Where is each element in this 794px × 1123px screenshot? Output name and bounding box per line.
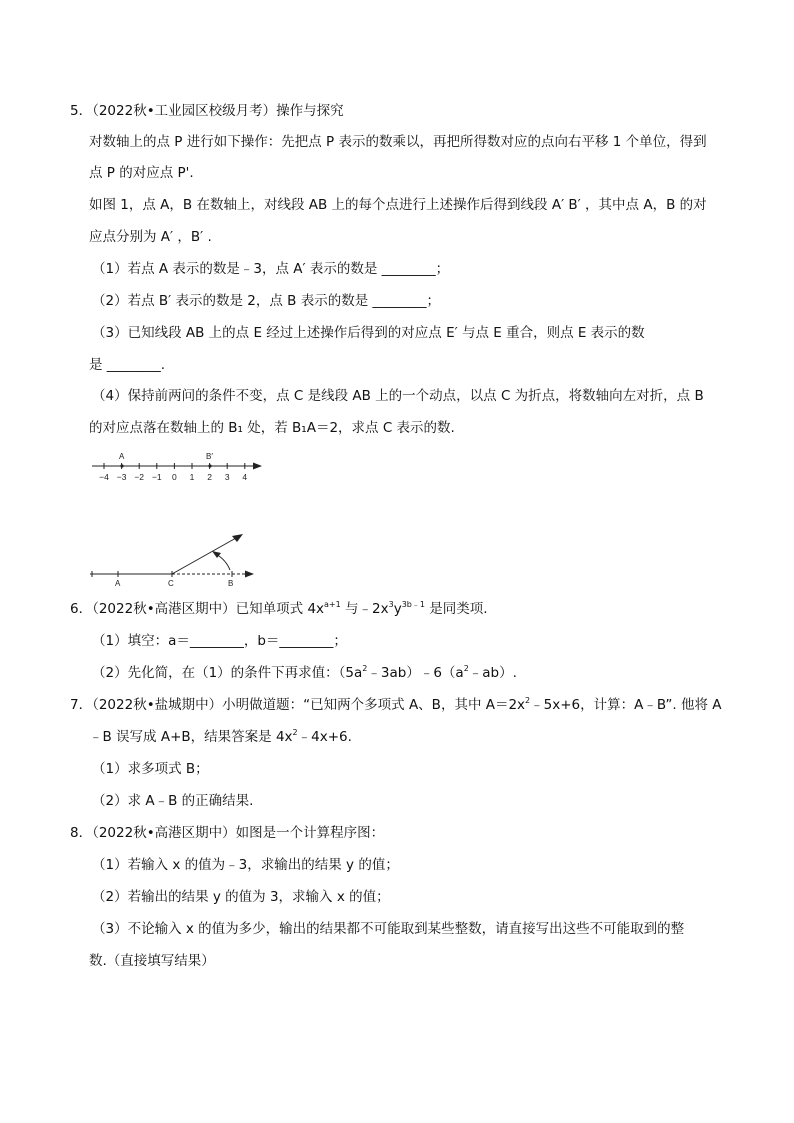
- q6-subquestion-2: [92, 664, 517, 682]
- folded-ray-arrow: [232, 534, 243, 542]
- q7-subquestion-1: （1）求多项式 B；: [92, 761, 209, 777]
- q8-subquestion-1: （1）若输入 x 的值为﹣3，求输出的结果 y 的值；: [92, 857, 399, 873]
- q6-s2-exponent-2: 2: [463, 664, 469, 673]
- folding-figure: [86, 526, 261, 586]
- q5-header: 5．（2022秋•工业园区校级月考）操作与探究: [70, 103, 344, 119]
- q6-header-text-3: y: [393, 601, 402, 617]
- label-a: A: [115, 579, 121, 586]
- q7-header-text-1: 7．（2022秋•盐城期中）小明做道题：“已知两个多项式 A、B，其中 A＝2x: [70, 697, 526, 713]
- q7-line2-text-2: ﹣4x+6.: [297, 729, 352, 745]
- point-b-prime-dot: [208, 464, 211, 467]
- number-line-tick-label: −4: [99, 472, 109, 482]
- axis-arrow: [245, 571, 254, 578]
- q8-subquestion-2: （2）若输出的结果 y 的值为 3，求输入 x 的值；: [92, 889, 390, 905]
- q7-header-exponent: 2: [525, 696, 531, 705]
- folded-ray: [172, 538, 236, 574]
- q6-header-text-2: 与﹣2x: [340, 601, 389, 617]
- point-a-dot: [120, 464, 123, 467]
- q6-s2-text-3: ﹣ab）.: [468, 665, 517, 681]
- q8-subquestion-3b: 数.（直接填写结果）: [89, 953, 215, 969]
- number-line-tick-label: 2: [207, 472, 212, 482]
- point-a-label: A: [119, 452, 125, 461]
- q7-line2-exponent: 2: [292, 728, 298, 737]
- q6-exponent-3: 3b﹣1: [401, 600, 425, 609]
- q8-header: 8．（2022秋•高港区期中）如图是一个计算程序图：: [70, 825, 385, 841]
- number-line-tick-label: 4: [242, 472, 248, 482]
- number-line-tick-label: −1: [151, 472, 162, 482]
- q5-intro-line-1: 对数轴上的点 P 进行如下操作：先把点 P 表示的数乘以，再把所得数对应的点向右平移 1 个单位，得到: [89, 134, 707, 150]
- q5-subquestion-1: （1）若点 A 表示的数是﹣3，点 A′ 表示的数是 ________；: [92, 261, 450, 277]
- q5-intro-line-2: 点 P 的对应点 P'.: [89, 165, 194, 181]
- number-line-figure: [88, 450, 268, 484]
- number-line-tick-label: 1: [189, 472, 195, 482]
- q6-header-text-1: 6．（2022秋•高港区期中）已知单项式 4x: [70, 601, 325, 617]
- label-c: C: [168, 579, 174, 586]
- number-line-tick-label: −3: [116, 472, 127, 482]
- point-b-prime-label: B′: [206, 452, 213, 461]
- q6-exponent-2: 3: [388, 600, 394, 609]
- number-line-arrow: [253, 463, 262, 470]
- label-b: B: [228, 579, 234, 586]
- q5-subquestion-4a: （4）保持前两问的条件不变，点 C 是线段 AB 上的一个动点，以点 C 为折点，将数轴向左对折，点 B: [92, 388, 704, 404]
- q6-s2-text-1: （2）先化简，在（1）的条件下再求值：（5a: [92, 665, 363, 681]
- q5-intro-line-4: 应点分别为 A′ ，B′ .: [89, 229, 212, 245]
- q6-header-text-4: 是同类项.: [424, 601, 488, 617]
- q7-header: [70, 696, 721, 714]
- q6-s2-exponent-1: 2: [362, 664, 368, 673]
- q5-subquestion-4b: 的对应点落在数轴上的 B₁ 处，若 B₁A＝2，求点 C 表示的数.: [89, 420, 455, 436]
- q8-subquestion-3a: （3）不论输入 x 的值为多少，输出的结果都不可能取到某些整数，请直接写出这些不可能取到的整: [92, 921, 685, 937]
- q5-intro-line-3: 如图 1，点 A，B 在数轴上，对线段 AB 上的每个点进行上述操作后得到线段 A′ B′ ，其中点 A，B 的对: [89, 197, 707, 213]
- q6-s2-text-2: ﹣3ab）﹣6（a: [367, 665, 464, 681]
- number-line-tick-label: −2: [134, 472, 145, 482]
- q6-subquestion-1: （1）填空：a＝________，b＝________；: [92, 633, 347, 649]
- q7-line-2: [89, 728, 352, 746]
- q7-header-text-2: ﹣5x+6，计算：A﹣B”. 他将 A: [530, 697, 722, 713]
- q7-subquestion-2: （2）求 A﹣B 的正确结果.: [92, 793, 254, 809]
- q6-header: [70, 600, 488, 618]
- q5-subquestion-2: （2）若点 B′ 表示的数是 2，点 B 表示的数是 ________；: [92, 293, 441, 309]
- number-line-tick-label: 0: [172, 472, 177, 482]
- number-line-tick-label: 3: [224, 472, 230, 482]
- q6-exponent-1: a+1: [324, 600, 341, 609]
- q7-line2-text-1: ﹣B 误写成 A+B，结果答案是 4x: [89, 729, 293, 745]
- q5-subquestion-3a: （3）已知线段 AB 上的点 E 经过上述操作后得到的对应点 E′ 与点 E 重合，则点 E 表示的数: [92, 325, 645, 341]
- q5-subquestion-3b: 是 ________.: [89, 357, 166, 373]
